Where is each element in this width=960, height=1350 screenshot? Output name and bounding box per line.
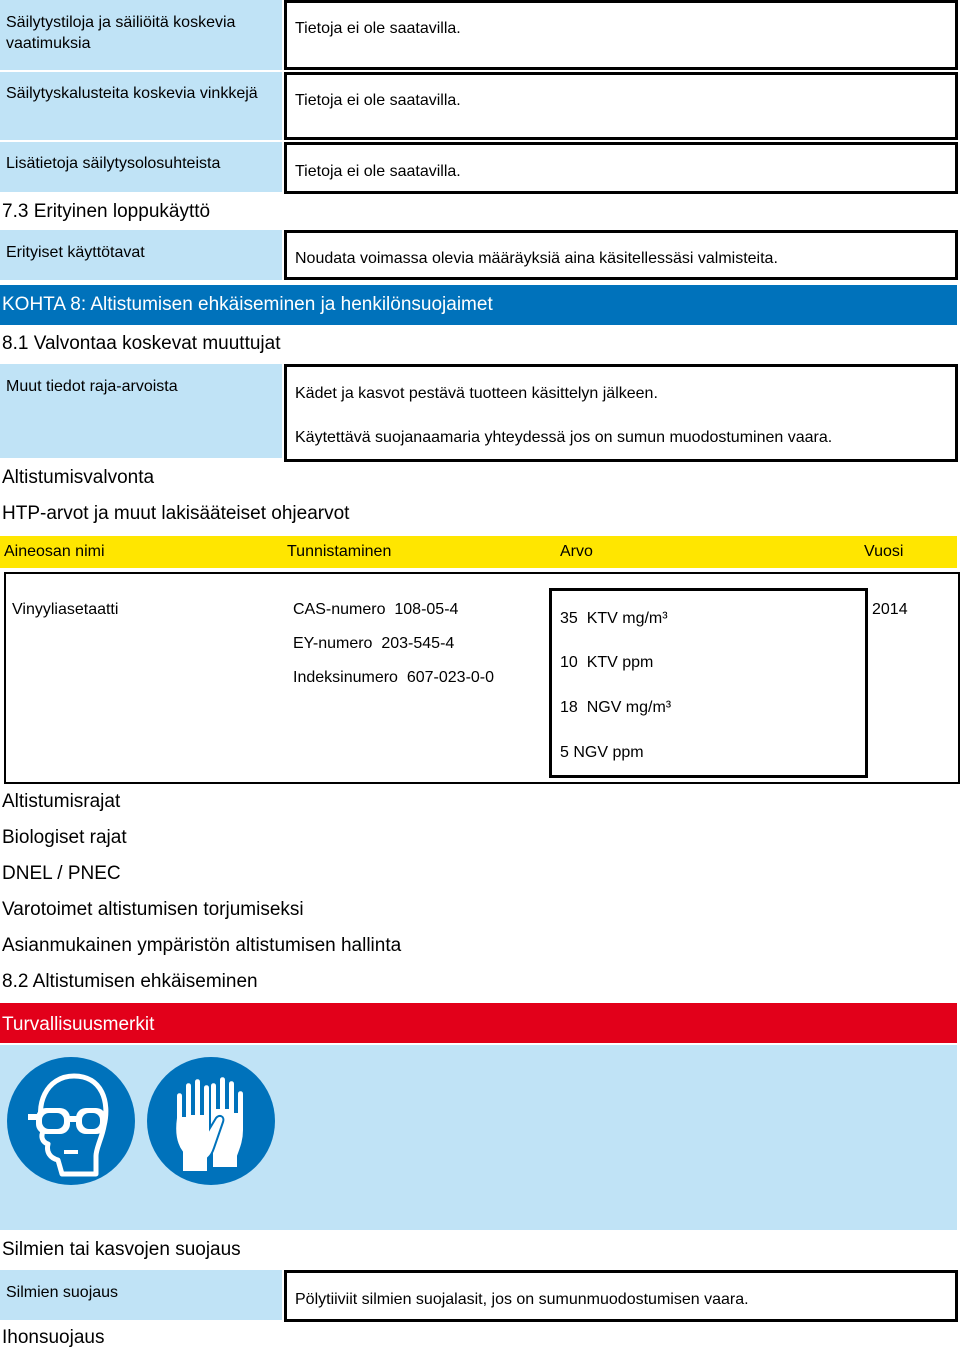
col-header-value: Arvo [560, 543, 593, 560]
exposure-monitoring-heading: Altistumisvalvonta [2, 467, 155, 488]
id-cas-num: 108-05-4 [394, 601, 459, 618]
eye-face-heading: Silmien tai kasvojen suojaus [2, 1239, 241, 1260]
id-ec-type: EY-numero [293, 635, 373, 652]
section-8-banner [0, 285, 957, 325]
exposure-limits-heading: Altistumisrajat [2, 791, 121, 812]
id-cas-type: CAS-numero [293, 601, 386, 618]
value-ngv-ppm-num: 5 [560, 744, 569, 761]
eye-protection-value [284, 1270, 958, 1322]
id-cas [293, 600, 458, 620]
storage-label-furniture [0, 72, 282, 140]
storage-value-furniture [284, 72, 958, 140]
value-ktv-mg [560, 609, 668, 629]
id-ec-num: 203-545-4 [381, 635, 455, 652]
precautions-heading: Varotoimet altistumisen torjumiseksi [2, 899, 304, 920]
value-ktv-ppm-unit: KTV ppm [586, 654, 654, 671]
col-header-year: Vuosi [864, 543, 904, 560]
id-index-type: Indeksinumero [293, 669, 398, 686]
eye-protection-label [0, 1270, 282, 1320]
storage-label-additional [0, 142, 282, 192]
storage-label-requirements-text: Säilytystiloja ja säiliöitä koskevia vaatimuksia [6, 14, 236, 52]
year-value: 2014 [872, 601, 908, 618]
value-ngv-mg-unit: NGV mg/m³ [586, 699, 672, 716]
eye-protection-label-text: Silmien suojaus [6, 1284, 119, 1301]
storage-label-additional-text: Lisätietoja säilytysolosuhteista [6, 155, 221, 172]
storage-value-additional [284, 142, 958, 194]
dnel-heading: DNEL / PNEC [2, 863, 121, 884]
storage-value-furniture-text: Tietoja ei ole saatavilla. [295, 92, 461, 109]
value-ngv-mg [560, 698, 671, 718]
value-ngv-mg-num: 18 [560, 699, 578, 716]
storage-value-requirements [284, 0, 958, 70]
heading-7-3: 7.3 Erityinen loppukäyttö [2, 201, 211, 222]
storage-label-requirements [0, 0, 282, 70]
value-ktv-mg-num: 35 [560, 610, 578, 627]
heading-8-2: 8.2 Altistumisen ehkäiseminen [2, 971, 258, 992]
safety-signs-banner [0, 1003, 957, 1043]
col-header-name: Aineosan nimi [4, 543, 105, 560]
id-index [293, 668, 494, 688]
special-uses-label-text: Erityiset käyttötavat [6, 244, 145, 261]
heading-8-1: 8.1 Valvontaa koskevat muuttujat [2, 333, 281, 354]
limit-info-label [0, 364, 282, 458]
face-protection-icon [6, 1056, 136, 1186]
section-8-banner-text: KOHTA 8: Altistumisen ehkäiseminen ja henkilönsuojaimet [2, 294, 493, 315]
value-ktv-ppm-num: 10 [560, 654, 578, 671]
values-box [549, 588, 868, 778]
skin-protection-heading: Ihonsuojaus [2, 1327, 105, 1348]
safety-signs-banner-text: Turvallisuusmerkit [2, 1014, 155, 1035]
special-uses-value-text: Noudata voimassa olevia määräyksiä aina käsitellessäsi valmisteita. [295, 250, 778, 267]
id-index-num: 607-023-0-0 [406, 669, 495, 686]
pictogram-area [0, 1045, 957, 1230]
special-uses-value [284, 230, 958, 280]
bio-limits-heading: Biologiset rajat [2, 827, 127, 848]
limit-info-line-1: Kädet ja kasvot pestävä tuotteen käsittelyn jälkeen. [295, 385, 658, 402]
storage-value-additional-text: Tietoja ei ole saatavilla. [295, 163, 461, 180]
value-ktv-mg-unit: KTV mg/m³ [586, 610, 668, 627]
storage-value-requirements-text: Tietoja ei ole saatavilla. [295, 20, 461, 37]
col-header-ident: Tunnistaminen [287, 543, 392, 560]
env-control-heading: Asianmukainen ympäristön altistumisen hallinta [2, 935, 402, 956]
value-ktv-ppm [560, 653, 653, 673]
value-ngv-ppm [560, 743, 644, 763]
id-ec [293, 634, 454, 654]
substance-name: Vinyyliasetaatti [12, 601, 119, 618]
gloves-icon [146, 1056, 276, 1186]
limit-info-label-text: Muut tiedot raja-arvoista [6, 378, 178, 395]
table-header [0, 536, 957, 568]
storage-label-furniture-text: Säilytyskalusteita koskevia vinkkejä [6, 85, 258, 102]
limit-info-value [284, 364, 958, 462]
special-uses-label [0, 230, 282, 280]
limit-info-line-2: Käytettävä suojanaamaria yhteydessä jos on sumun muodostuminen vaara. [295, 429, 833, 446]
htp-heading: HTP-arvot ja muut lakisääteiset ohjearvot [2, 503, 350, 524]
value-ngv-ppm-unit: NGV ppm [573, 744, 644, 761]
eye-protection-value-text: Pölytiiviit silmien suojalasit, jos on sumunmuodostumisen vaara. [295, 1291, 749, 1308]
